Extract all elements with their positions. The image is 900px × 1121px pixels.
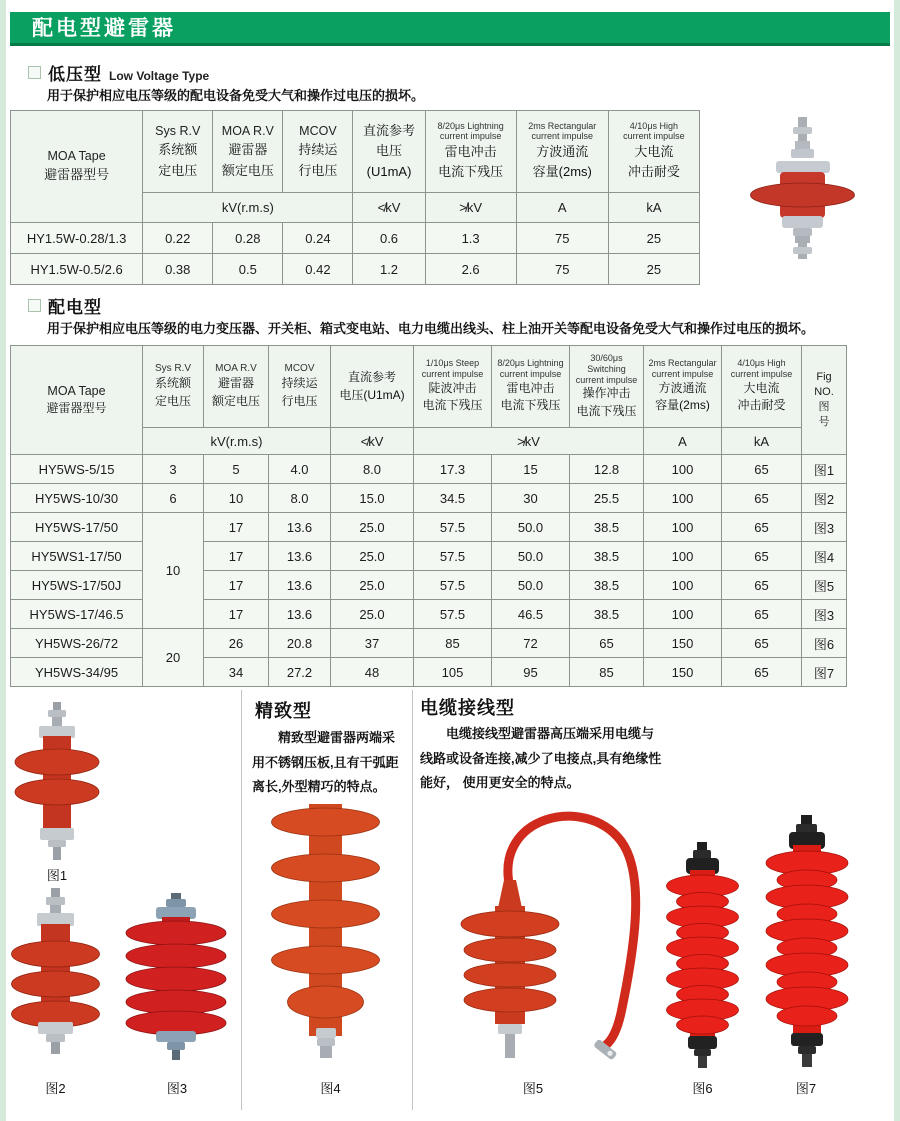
- figure7-label: 图7: [795, 1081, 817, 1096]
- t1-unit-notgreater: ≯kV: [425, 193, 516, 223]
- cable-type-body: 电缆接线型避雷器高压端采用电缆与线路或设备连接,减少了电接点,具有绝缘性能好， 使用更安全的特点。: [420, 726, 662, 791]
- figure7-image: [748, 815, 866, 1070]
- figure3-label: 图3: [166, 1081, 188, 1096]
- distribution-heading-cn: 配电型: [48, 298, 102, 317]
- figure3-image: [122, 893, 232, 1061]
- page-title-bar: [10, 12, 890, 46]
- low-voltage-arrester-image: [722, 115, 882, 275]
- t2-unit-notgreater: ≯kV: [414, 428, 644, 455]
- figure6-label: 图6: [692, 1081, 713, 1096]
- section-low-voltage-heading: [28, 60, 209, 85]
- low-voltage-heading-en: Low Voltage Type: [109, 69, 210, 83]
- square-bullet-icon: [28, 66, 41, 79]
- figure5-image: [425, 788, 660, 1073]
- figure2-image: [8, 888, 103, 1056]
- t1-header-sys: Sys R.V 系统额 定电压: [143, 111, 213, 193]
- table-row: YH5WS-26/72 20 26 20.8 37 85 72 65 150 65 图6: [11, 629, 847, 658]
- table-row: HY5WS-17/50 10 17 13.6 25.0 57.5 50.0 38.5 100 65 图3: [11, 513, 847, 542]
- t2-unit-amp: A: [644, 428, 722, 455]
- t1-unit-amp: A: [516, 193, 608, 223]
- t2-header-moa: MOA R.V 避雷器 额定电压: [204, 346, 269, 428]
- figure4-image: [268, 800, 383, 1062]
- page-edge-right: [894, 0, 900, 1121]
- column-divider: [412, 690, 413, 1110]
- t1-header-moa: MOA R.V 避雷器 额定电压: [213, 111, 283, 193]
- low-voltage-description: 用于保护相应电压等级的配电设备免受大气和操作过电压的损坏。: [47, 88, 425, 103]
- cable-type-heading: 电缆接线型: [420, 698, 515, 718]
- t2-unit-notless: ≮kV: [331, 428, 414, 455]
- t2-header-dc: 直流参考 电压(U1mA): [331, 346, 414, 428]
- t1-unit-notless: ≮kV: [353, 193, 425, 223]
- distribution-description: 用于保护相应电压等级的电力变压器、开关柜、箱式变电站、电力电缆出线头、柱上油开关等配电设备免受大气和操作过电压的损坏。: [47, 321, 815, 336]
- t2-header-switching: 30/60μs Switching current impulse 操作冲击 电流下残压: [570, 346, 644, 428]
- low-voltage-table: [10, 110, 700, 285]
- figure2-label: 图2: [45, 1081, 66, 1096]
- compact-type-body: 精致型避雷器两端采用不锈钢压板,且有干弧距离长,外型精巧的特点。: [252, 730, 399, 795]
- t2-header-model: MOA Tape 避雷器型号: [11, 346, 143, 455]
- table-row: HY1.5W-0.28/1.3 0.22 0.28 0.24 0.6 1.3 75 25: [11, 223, 700, 254]
- t2-header-fig: Fig NO. 图 号: [802, 346, 847, 455]
- figure6-image: [650, 842, 755, 1070]
- square-bullet-icon: [28, 299, 41, 312]
- distribution-table: [10, 345, 847, 687]
- figure5-label: 图5: [522, 1081, 544, 1096]
- t1-header-model: MOA Tape 避雷器型号: [11, 111, 143, 223]
- table-row: HY1.5W-0.5/2.6 0.38 0.5 0.42 1.2 2.6 75 25: [11, 254, 700, 285]
- t2-header-lightning: 8/20μs Lightning current impulse 雷电冲击 电流下残压: [492, 346, 570, 428]
- figure1-label: 图1: [46, 868, 68, 883]
- compact-type-heading: 精致型: [255, 701, 312, 721]
- t1-unit-kvrms: kV(r.m.s): [143, 193, 353, 223]
- figure1-image: [12, 702, 102, 862]
- table-row: HY5WS-17/50J 17 13.6 25.0 57.5 50.0 38.5 100 65 图5: [11, 571, 847, 600]
- table-row: YH5WS-34/95 34 27.2 48 105 95 85 150 65 图7: [11, 658, 847, 687]
- t1-unit-ka: kA: [608, 193, 699, 223]
- table-row: HY5WS-17/46.5 17 13.6 25.0 57.5 46.5 38.5 100 65 图3: [11, 600, 847, 629]
- t2-sys-merged-10: 10: [143, 513, 204, 629]
- t2-header-sys: Sys R.V 系统额 定电压: [143, 346, 204, 428]
- t1-header-lightning: 8/20μs Lightning current impulse 雷电冲击 电流下残压: [425, 111, 516, 193]
- column-divider: [241, 690, 242, 1110]
- figure4-label: 图4: [320, 1081, 341, 1096]
- t2-header-steep: 1/10μs Steep current impulse 陡波冲击 电流下残压: [414, 346, 492, 428]
- t2-header-high: 4/10μs High current impulse 大电流 冲击耐受: [722, 346, 802, 428]
- t2-unit-ka: kA: [722, 428, 802, 455]
- t2-unit-kvrms: kV(r.m.s): [143, 428, 331, 455]
- table-row: HY5WS1-17/50 17 13.6 25.0 57.5 50.0 38.5 100 65 图4: [11, 542, 847, 571]
- t2-sys-merged-20: 20: [143, 629, 204, 687]
- table-row: HY5WS-5/15 3 5 4.0 8.0 17.3 15 12.8 100 65 图1: [11, 455, 847, 484]
- low-voltage-heading-cn: 低压型: [48, 65, 102, 84]
- t1-header-rect: 2ms Rectangular current impulse 方波通流 容量(2ms): [516, 111, 608, 193]
- t1-header-mcov: MCOV 持续运 行电压: [283, 111, 353, 193]
- t2-header-rect: 2ms Rectangular current impulse 方波通流 容量(2ms): [644, 346, 722, 428]
- t1-header-dc: 直流参考 电压 (U1mA): [353, 111, 425, 193]
- t1-header-high: 4/10μs High current impulse 大电流 冲击耐受: [608, 111, 699, 193]
- page-title: 配电型避雷器: [32, 17, 176, 40]
- section-distribution-heading: [28, 293, 102, 318]
- page-edge-left: [0, 0, 6, 1121]
- t2-header-mcov: MCOV 持续运 行电压: [269, 346, 331, 428]
- table-row: HY5WS-10/30 6 10 8.0 15.0 34.5 30 25.5 100 65 图2: [11, 484, 847, 513]
